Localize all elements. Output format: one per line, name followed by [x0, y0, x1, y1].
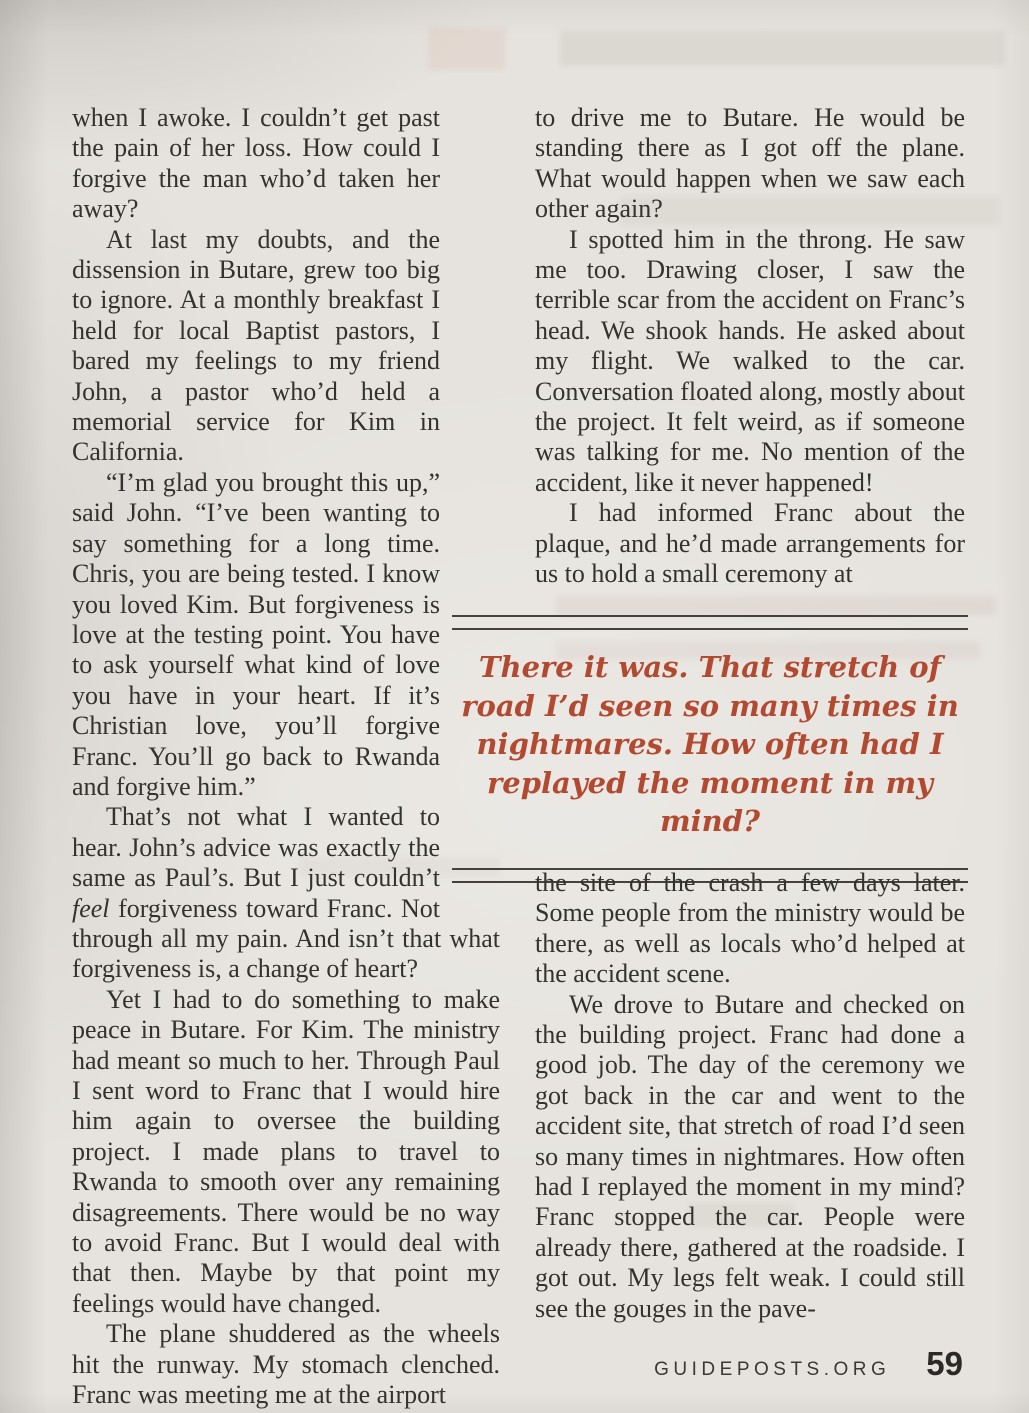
pull-quote-line: There it was. That stretch of [478, 650, 942, 684]
website-url: GUIDEPOSTS.ORG [654, 1359, 891, 1380]
page-number: 59 [926, 1345, 963, 1382]
pull-quote-line: road I’d seen so many times in [461, 688, 959, 723]
paragraph: We drove to Butare and checked on the building project. Franc had done a good job. The day of the ceremony we got back in the car and went to the accident site, that stretch of road I’d seen so many times in nightmares. How often had I replayed the moment in my mind? Franc stopped the car. People were already there, gathered at the roadside. I got out. My legs felt weak. I could still see the gouges in the pave- [535, 989, 965, 1323]
paragraph [72, 802, 500, 984]
pull-quote-line: replayed the moment in my mind? [487, 765, 933, 838]
pull-quote [452, 615, 968, 883]
article-right-column-top [535, 103, 965, 590]
emphasized-word: feel [72, 893, 110, 923]
page-footer [0, 1345, 963, 1383]
paragraph: I spotted him in the throng. He saw me too. Drawing closer, I saw the terrible scar from the accident on Franc’s head. We shook hands. He asked about my flight. We walked to the car. Conversation floated along, mostly about the project. It felt weird, as if someone was talking for me. No mention of the accident, like it never happened! [535, 224, 965, 497]
paragraph-text: forgiveness toward Franc. Not through all my pain. And isn’t that what forgiveness is, a change of heart? [72, 893, 500, 984]
article-left-column [72, 103, 500, 1410]
paragraph-text: That’s not what I wanted to hear. John’s advice was exactly the same as Paul’s. But I just couldn’t [72, 802, 440, 893]
paragraph: I had informed Franc about the plaque, and he’d made arrangements for us to hold a small ceremony at [535, 498, 965, 589]
divider-rule [452, 615, 968, 617]
paragraph: At last my doubts, and the dissension in Butare, grew too big to ignore. At a monthly breakfast I held for local Baptist pastors, I bared my feelings to my friend John, a pastor who’d held a memorial service for Kim in California. [72, 224, 440, 467]
paragraph: the site of the crash a few days later. Some people from the ministry would be there, as well as locals who’d helped at the accident scene. [535, 868, 965, 989]
paragraph: when I awoke. I couldn’t get past the pain of her loss. How could I forgive the man who’d taken her away? [72, 103, 440, 224]
bleed-through-ghost [560, 31, 1005, 66]
pull-quote-text [452, 630, 968, 868]
paragraph: Yet I had to do something to make peace in Butare. For Kim. The ministry had meant so much to her. Through Paul I sent word to Franc that I would hire him again to oversee the building project. I made plans to travel to Rwanda to smooth over any remaining disagreements. There would be no way to avoid Franc. But I would deal with that then. Maybe by that point my feelings would have changed. [72, 984, 500, 1318]
paragraph: “I’m glad you brought this up,” said John. “I’ve been wanting to say something for a long time. Chris, you are being tested. I know you loved Kim. But forgiveness is love at the testing point. You have to ask yourself what kind of love you have in your heart. If it’s Christian love, you’ll forgive Franc. You’ll go back to Rwanda and forgive him.” [72, 467, 440, 801]
bleed-through-ghost [428, 28, 506, 70]
paragraph: The plane shuddered as the wheels hit the runway. My stomach clenched. Franc was meeting me at the airport [72, 1319, 500, 1410]
pull-quote-line: nightmares. How often had I [476, 727, 944, 761]
bleed-through-ghost [556, 596, 996, 615]
article-right-column-bottom [535, 868, 965, 1324]
paragraph: to drive me to Butare. He would be standing there as I got off the plane. What would happen when we saw each other again? [535, 103, 965, 224]
